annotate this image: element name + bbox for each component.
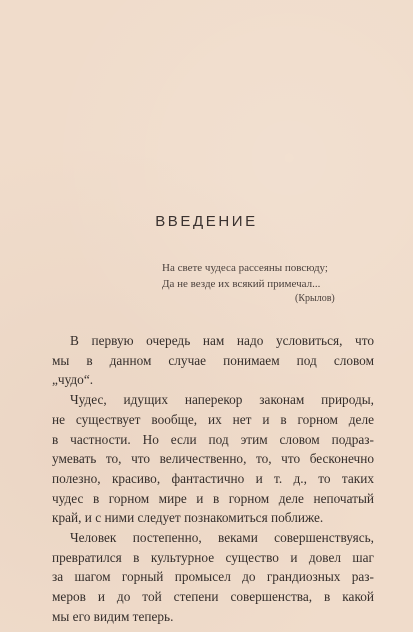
body-text <box>52 331 374 627</box>
epigraph-attribution: (Крылов) <box>295 293 335 304</box>
text-line: „чудо“. <box>52 372 94 388</box>
text-line: В первую очередь нам надо условиться, что <box>70 333 374 348</box>
epigraph-line: Да не везде их всякий примечал... <box>162 278 321 290</box>
text-line: мы в данном случае понимаем под словом <box>52 352 374 368</box>
text-line: умевать то, что величественно, то, что бесконечно <box>52 451 374 467</box>
text-line: в частности. Но если под этим словом подраз- <box>52 431 374 447</box>
text-line: мы его видим теперь. <box>52 608 174 624</box>
epigraph-line: На свете чудеса рассеяны повсюду; <box>162 262 328 274</box>
chapter-title: ВВЕДЕНИЕ <box>155 213 258 230</box>
text-line: за шагом горный промысел до грандиозных раз- <box>52 569 374 585</box>
text-line: меров и до той степени совершенства, в какой <box>52 589 374 605</box>
text-line: превратился в культурное существо и довел шаг <box>52 549 374 565</box>
text-line: край, и с ними следует познакомиться поближе. <box>52 510 324 526</box>
text-line: чудес в горном мире и в горном деле непочатый <box>52 490 374 506</box>
text-line: Чудес, идущих наперекор законам природы, <box>70 392 374 408</box>
text-line: полезно, красиво, фантастично и т. д., то таких <box>52 470 374 486</box>
text-line: Человек постепенно, веками совершенствуясь, <box>70 530 374 546</box>
epigraph <box>162 260 377 292</box>
text-line: не существует вообще, их нет и в горном деле <box>52 411 374 427</box>
